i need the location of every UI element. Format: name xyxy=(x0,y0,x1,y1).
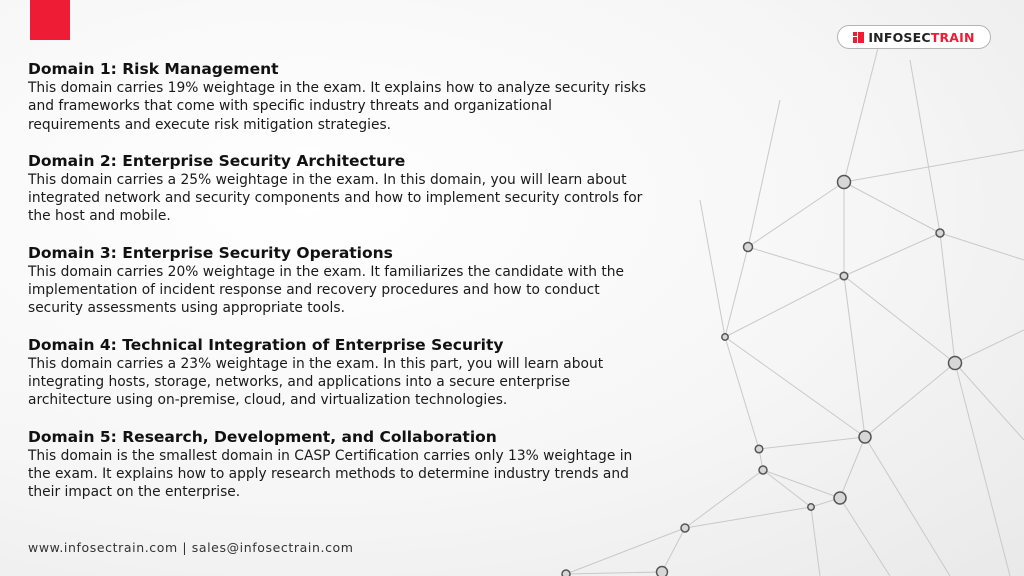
domain-4-title: Domain 4: Technical Integration of Enterprise Security xyxy=(28,335,504,354)
domains-list xyxy=(28,60,648,519)
logo-prefix: INFOSEC xyxy=(868,29,931,45)
domain-4-description: This domain carries a 23% weightage in the exam. In this part, you will learn about integrating hosts, storage, networks, and applications into a secure enterprise architecture using on-premise, cloud, and virtualization technologies. xyxy=(28,355,604,409)
footer-contact: www.infosectrain.com | sales@infosectrain.com xyxy=(28,540,354,555)
domain-3-title: Domain 3: Enterprise Security Operations xyxy=(28,243,393,262)
infosectrain-logo xyxy=(837,25,991,49)
domain-2-description: This domain carries a 25% weightage in the exam. In this domain, you will learn about integrated network and security components and how to implement security controls for the host and mobile. xyxy=(28,171,643,225)
domain-1-title: Domain 1: Risk Management xyxy=(28,60,279,78)
domain-1-description: This domain carries 19% weightage in the exam. It explains how to analyze security risks and frameworks that come with specific industry threats and organizational requirements and execute risk mitigation strategies. xyxy=(28,80,647,133)
domain-2-title: Domain 2: Enterprise Security Architecture xyxy=(28,151,406,170)
logo-text xyxy=(868,30,974,45)
domain-5-title: Domain 5: Research, Development, and Collaboration xyxy=(28,427,497,446)
logo-mark-icon xyxy=(853,32,864,43)
domain-1 xyxy=(28,60,648,134)
logo-suffix: TRAIN xyxy=(930,29,975,45)
domain-2 xyxy=(28,152,648,226)
domain-5 xyxy=(28,428,648,502)
domain-4 xyxy=(28,336,648,410)
domain-3 xyxy=(28,244,648,318)
domain-3-description: This domain carries 20% weightage in the exam. It familiarizes the candidate with the implementation of incident response and recovery procedures and how to conduct security assessments using appropriate tools. xyxy=(28,263,624,317)
domain-5-description: This domain is the smallest domain in CASP Certification carries only 13% weightage in the exam. It explains how to apply research methods to determine industry trends and their impact on the enterprise. xyxy=(28,447,633,501)
